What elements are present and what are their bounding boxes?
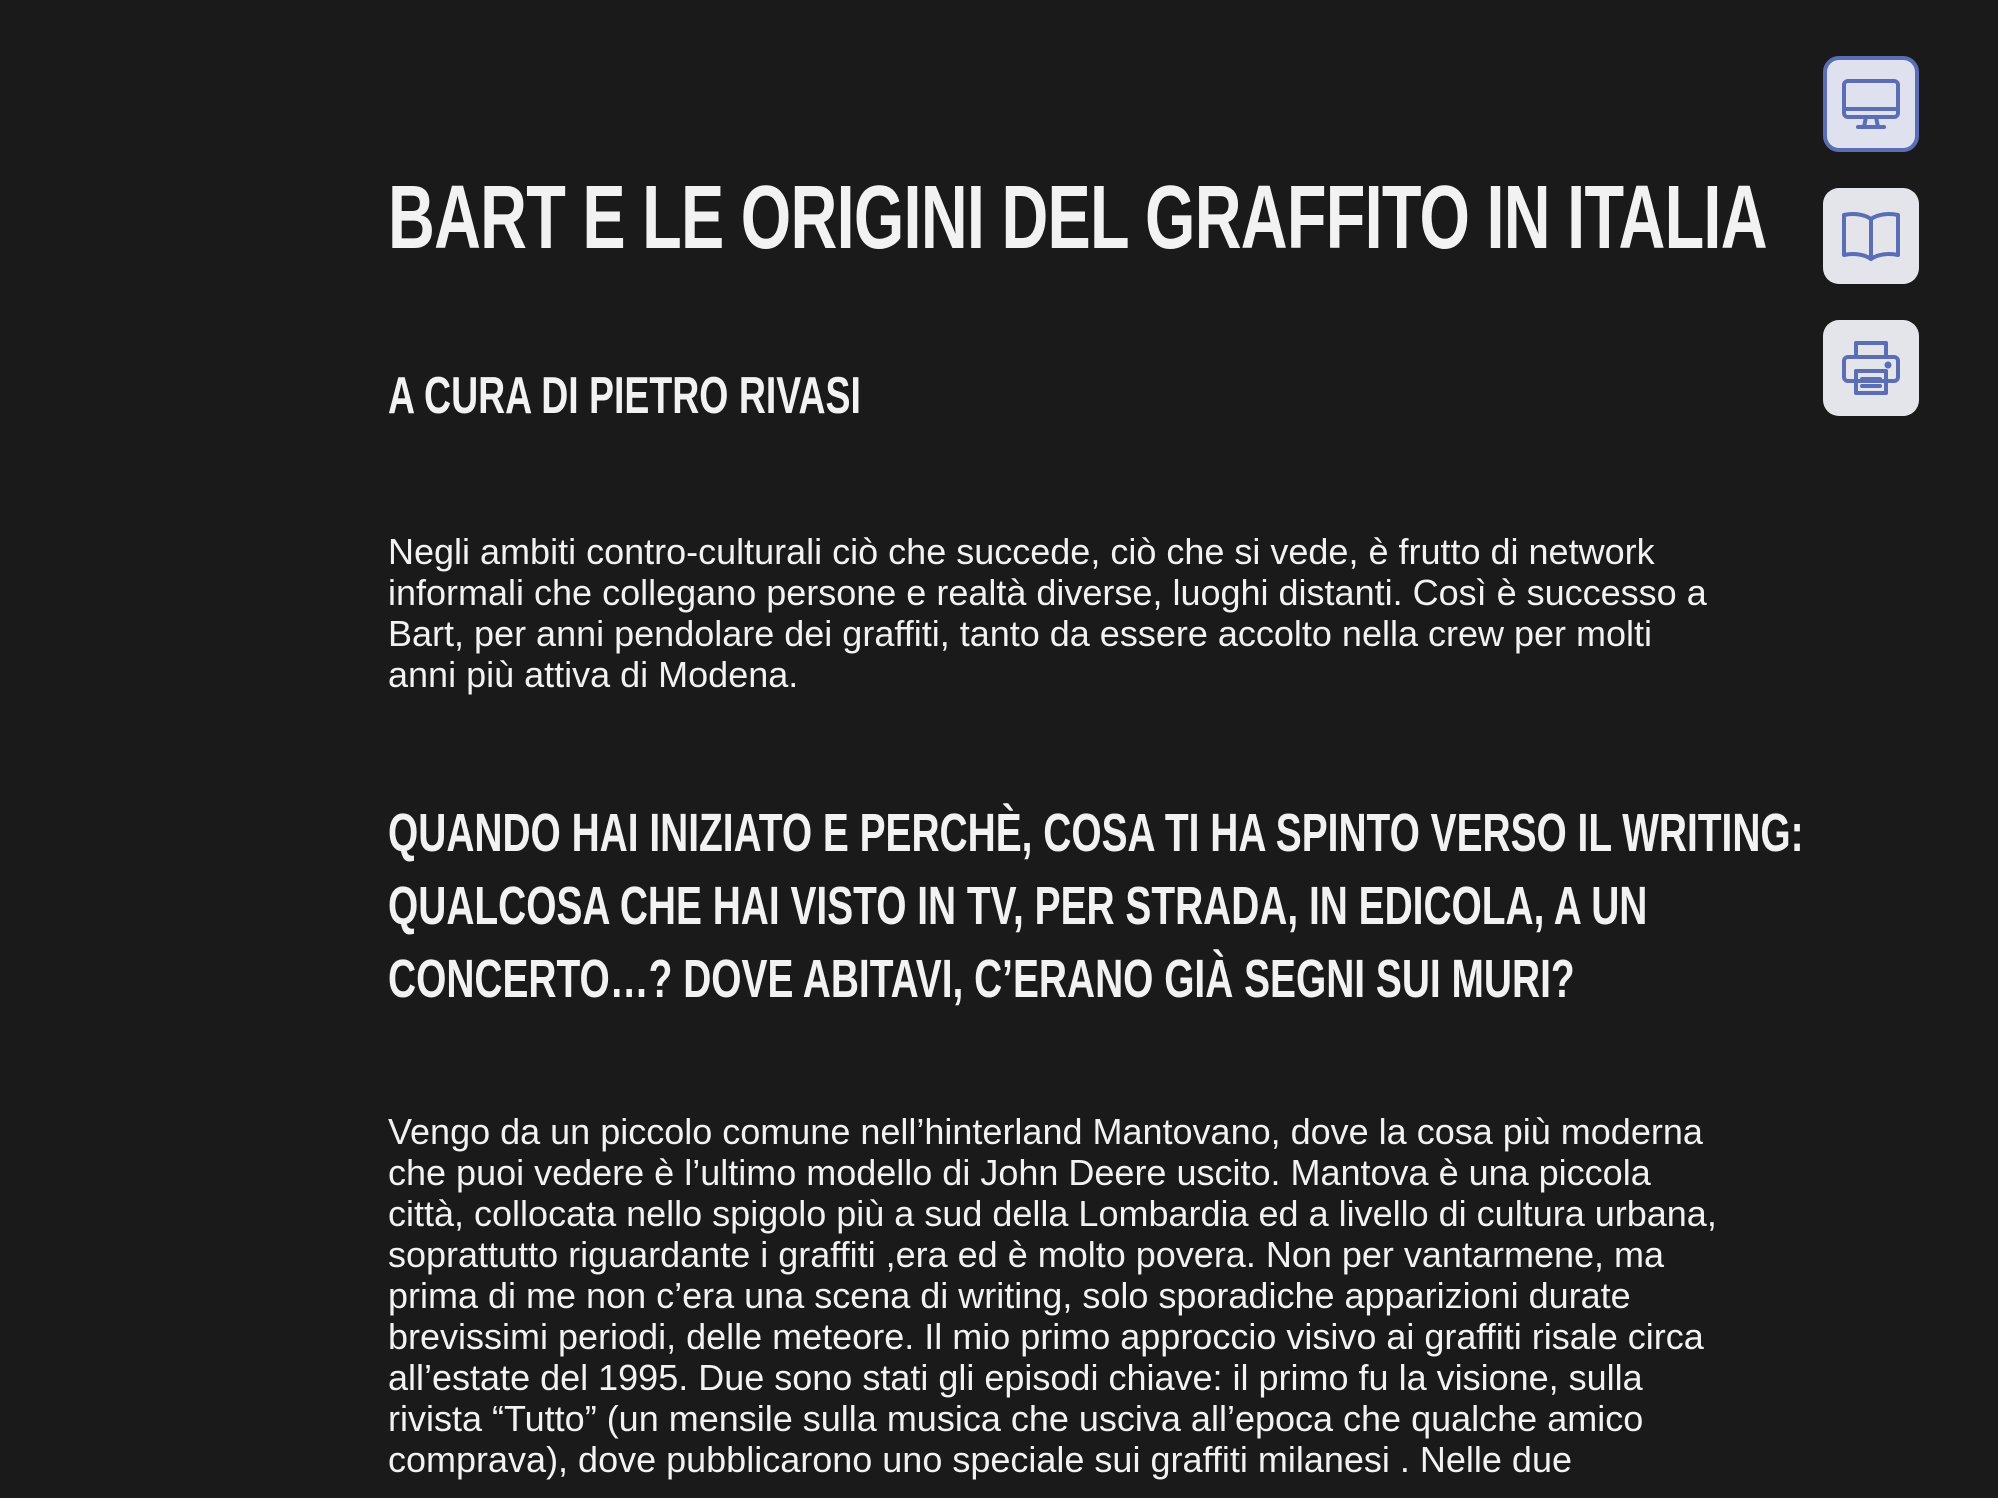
print-button[interactable]: [1823, 320, 1919, 416]
article-paragraph: Vengo da un piccolo comune nell’hinterland Mantovano, dove la cosa più moderna che puoi vedere è l’ultimo modello di John Deere uscito. Mantova è una piccola città, collocata nello spigolo più a sud della Lombardia ed a livello di cultura urbana, soprattutto riguardante i graffiti ,era ed è molto povera. Non per vantarmene, ma prima di me non c’era una scena di writing, solo sporadiche apparizioni durate brevissimi periodi, delle meteore. Il mio primo approccio visivo ai graffiti risale circa all’estate del 1995. Due sono stati gli episodi chiave: il primo fu la visione, sulla rivista “Tutto” (un mensile sulla musica che usciva all’epoca che qualche amico comprava), dove pubblicarono uno speciale sui graffiti milanesi . Nelle due: [388, 1111, 1717, 1480]
monitor-icon: [1838, 71, 1904, 137]
desktop-view-button[interactable]: [1823, 56, 1919, 152]
article-title: BART E LE ORIGINI DEL GRAFFITO IN ITALIA: [388, 168, 1767, 268]
article-byline: A CURA DI PIETRO RIVASI: [388, 367, 861, 425]
printer-icon: [1838, 335, 1904, 401]
article-paragraph: Negli ambiti contro-culturali ciò che succede, ciò che si vede, è frutto di network informali che collegano persone e realtà diverse, luoghi distanti. Così è successo a Bart, per anni pendolare dei graffiti, tanto da essere accolto nella crew per molti anni più attiva di Modena.: [388, 531, 1707, 695]
book-icon: [1838, 203, 1904, 269]
interview-question: QUANDO HAI INIZIATO E PERCHÈ, COSA TI HA SPINTO VERSO IL WRITING: QUALCOSA CHE HAI VISTO IN TV, PER STRADA, IN EDICOLA, A UN CONCERTO…? DOVE ABITAVI, C’ERANO GIÀ SEGNI SUI MURI?: [388, 803, 1804, 1009]
view-toolbar: [1823, 56, 1919, 452]
reader-view-button[interactable]: [1823, 188, 1919, 284]
